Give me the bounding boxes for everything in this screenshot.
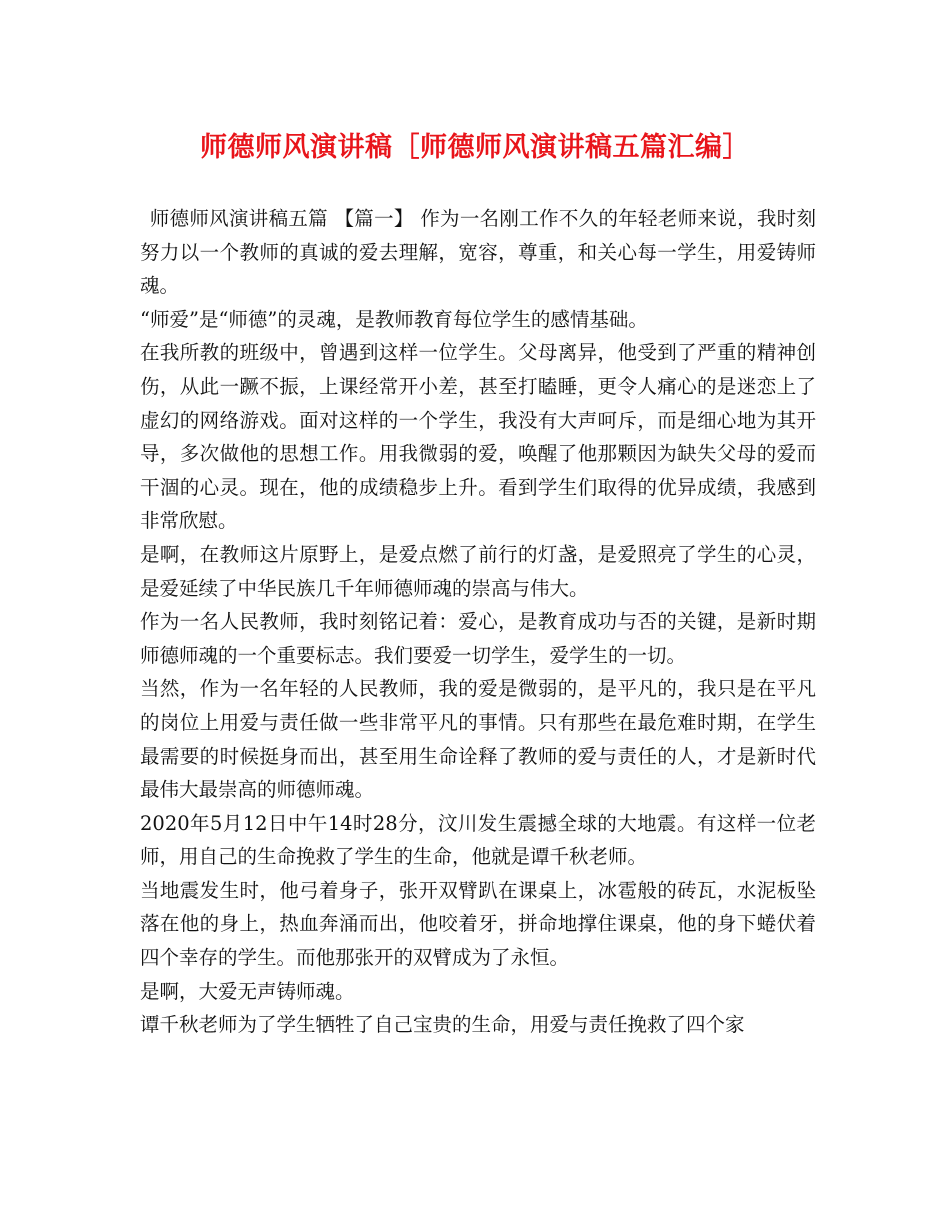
paragraph-7: 2020年5月12日中午14时28分，汶川发生震撼全球的大地震。有这样一位老师，用自己的生命挽救了学生的生命，他就是谭千秋老师。	[140, 811, 816, 869]
paragraph-6: 当然，作为一名年轻的人民教师，我的爱是微弱的，是平凡的，我只是在平凡的岗位上用爱与责任做一些非常平凡的事情。只有那些在最危难时期，在学生最需要的时候挺身而出，甚至用生命诠释了教师的爱与责任的人，才是新时代最伟大最崇高的师德师魂。	[140, 677, 816, 802]
paragraph-2: “师爱”是“师德”的灵魂，是教师教育每位学生的感情基础。	[140, 307, 648, 331]
paragraph-9: 是啊，大爱无声铸师魂。	[140, 979, 355, 1003]
document-body	[140, 202, 816, 1042]
document-title: 师德师风演讲稿［师德师风演讲稿五篇汇编］	[200, 132, 750, 163]
paragraph-5: 作为一名人民教师，我时刻铭记着：爱心，是教育成功与否的关键，是新时期师德师魂的一个重要标志。我们要爱一切学生，爱学生的一切。	[140, 610, 816, 667]
paragraph-4: 是啊，在教师这片原野上，是爱点燃了前行的灯盏，是爱照亮了学生的心灵，是爱延续了中华民族几千年师德师魂的崇高与伟大。	[140, 542, 816, 600]
paragraph-10: 谭千秋老师为了学生牺牲了自己宝贵的生命，用爱与责任挽救了四个家	[140, 1013, 745, 1037]
paragraph-3: 在我所教的班级中，曾遇到这样一位学生。父母离异，他受到了严重的精神创伤，从此一蹶不振，上课经常开小差，甚至打瞌睡，更令人痛心的是迷恋上了虚幻的网络游戏。面对这样的一个学生，我没有大声呵斥，而是细心地为其开导，多次做他的思想工作。用我微弱的爱，唤醒了他那颗因为缺失父母的爱而干涸的心灵。现在，他的成绩稳步上升。看到学生们取得的优异成绩，我感到非常欣慰。	[140, 341, 816, 533]
paragraph-8: 当地震发生时，他弓着身子，张开双臂趴在课桌上，冰雹般的砖瓦，水泥板坠落在他的身上，热血奔涌而出，他咬着牙，拼命地撑住课桌，他的身下蜷伏着四个幸存的学生。而他那张开的双臂成为了永恒。	[140, 878, 816, 970]
paragraph-1: 师德师风演讲稿五篇 【篇一】 作为一名刚工作不久的年轻老师来说，我时刻努力以一个教师的真诚的爱去理解，宽容，尊重，和关心每一学生，用爱铸师魂。	[140, 207, 816, 298]
